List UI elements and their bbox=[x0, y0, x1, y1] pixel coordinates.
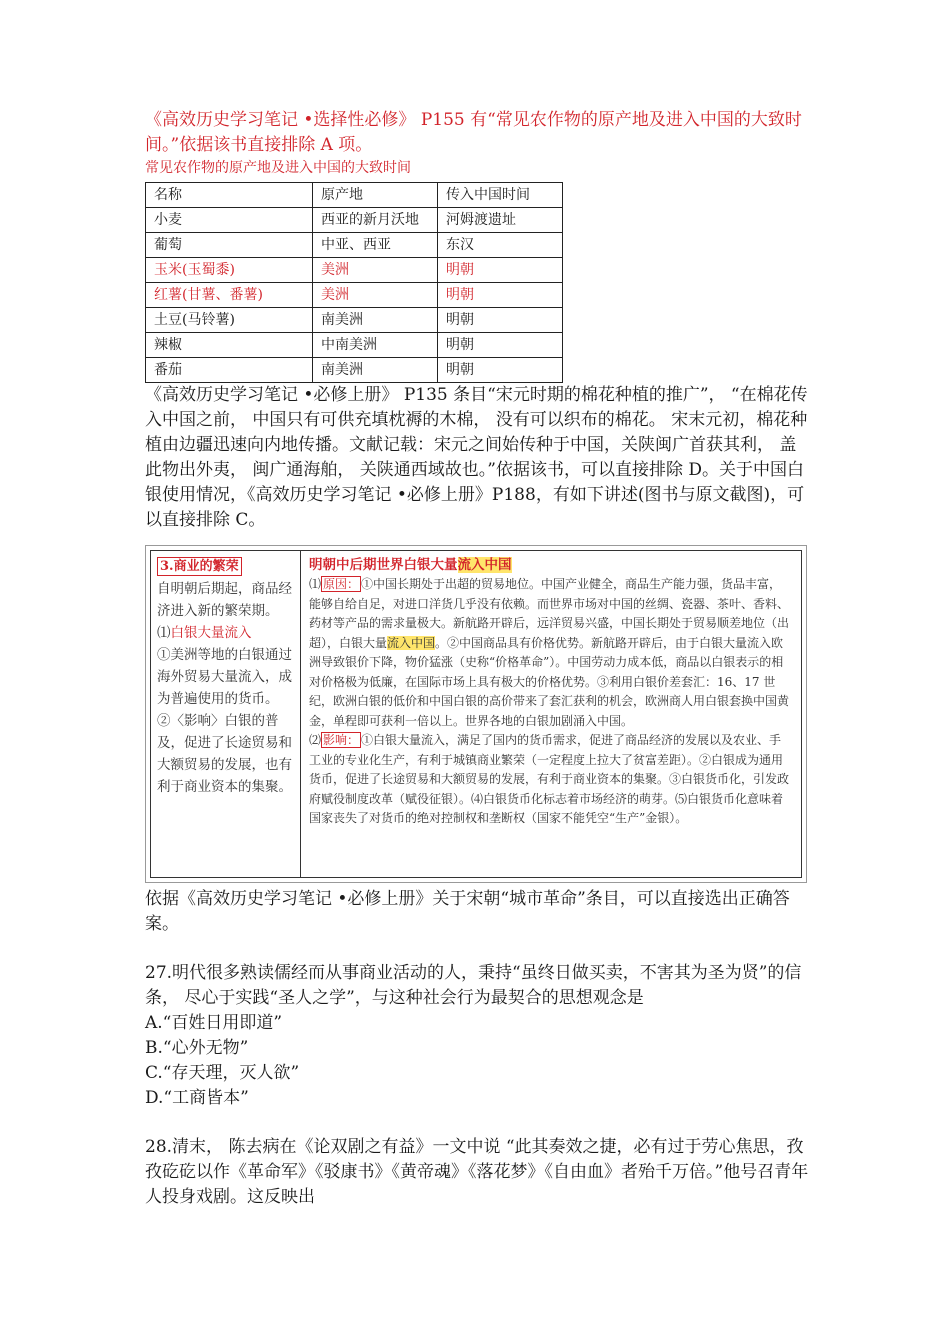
cotton-paragraph: 《高效历史学习笔记 •必修上册》 P135 条目“宋元时期的棉花种植的推广”， “在棉花传入中国之前， 中国只有可供充填枕褥的木棉， 没有可以织布的棉花。 宋末元初，棉花种植由边疆迅速向内地传播。文献记载：宋元之间始传种于中国，关陕闽广首获其利， 盖此物出外夷， 闽广通海舶， 关陕通西域故也。”依据该书，可以直接排除 D。关于中国白银使用情况，《高效历史学习笔记 •必修上册》P188，有如下讲述(图书与原文截图)，可以直接排除 C。 bbox=[145, 385, 808, 530]
textbook-screenshot-figure bbox=[145, 545, 807, 883]
cell-name: 玉米(玉蜀黍) bbox=[146, 258, 313, 283]
left-text-4 bbox=[157, 710, 294, 798]
causes-label: 原因： bbox=[323, 577, 360, 591]
question-27-option-a: A.“百姓日用即道” bbox=[145, 1013, 283, 1033]
table-row bbox=[146, 233, 563, 258]
left-text-1: 自明朝后期起，商品经济进入新的繁荣期。 bbox=[157, 581, 292, 619]
table-caption: 常见农作物的原产地及进入中国的大致时间 bbox=[145, 160, 411, 176]
header-time: 传入中国时间 bbox=[438, 183, 563, 208]
figure-right-column bbox=[301, 551, 801, 877]
cell-time: 明朝 bbox=[438, 258, 563, 283]
cell-name: 辣椒 bbox=[146, 333, 313, 358]
cell-origin: 南美洲 bbox=[313, 308, 438, 333]
causes-highlight: 流入中国 bbox=[387, 635, 436, 650]
table-row bbox=[146, 333, 563, 358]
right-heading-text: 明朝中后期世界白银大量 bbox=[309, 557, 458, 573]
cell-origin: 美洲 bbox=[313, 283, 438, 308]
left-num: ② bbox=[157, 713, 171, 729]
effects-text: ①白银大量流入，满足了国内的货币需求，促进了商品经济的发展以及农业、手工业的专业化生产，有利于城镇商业繁荣（一定程度上拉大了贫富差距）。②白银成为通用货币，促进了长途贸易和大额贸易的发展，有利于商业资本的集聚。③白银货币化，引发政府赋役制度改革（赋役征银）。⑷白银货币化标志着市场经济的萌芽。⑸白银货币化意味着国家丧失了对货币的绝对控制权和垄断权（国家不能凭空“生产”金银）。 bbox=[309, 733, 790, 825]
left-text-2 bbox=[157, 622, 294, 644]
right-num: ⑵ bbox=[309, 733, 322, 747]
cell-origin: 中亚、西亚 bbox=[313, 233, 438, 258]
right-num: ⑴ bbox=[309, 577, 322, 591]
question-28-stem: 28.清末， 陈去病在《论双剧之有益》一文中说 “此其奏效之捷，必有过于劳心焦思，孜孜矻矻以作《革命军》《驳康书》《黄帝魂》《落花梦》《自由血》者殆千万倍。”他号召青年人投身戏剧。这反映出 bbox=[145, 1137, 809, 1207]
question-27-stem: 27.明代很多熟读儒经而从事商业活动的人，秉持“虽终日做买卖，不害其为圣为贤”的信条， 尽心于实践“圣人之学”，与这种社会行为最契合的思想观念是 bbox=[145, 963, 802, 1008]
left-num: ⑴ bbox=[157, 625, 171, 641]
table-row-highlighted bbox=[146, 283, 563, 308]
cell-time: 明朝 bbox=[438, 308, 563, 333]
left-column-heading: 3.商业的繁荣 bbox=[157, 557, 242, 576]
left-red-label: 白银大量流入 bbox=[170, 625, 252, 641]
cell-name: 小麦 bbox=[146, 208, 313, 233]
right-column-heading bbox=[309, 555, 793, 575]
header-origin: 原产地 bbox=[313, 183, 438, 208]
cell-origin: 美洲 bbox=[313, 258, 438, 283]
cell-name: 土豆(马铃薯) bbox=[146, 308, 313, 333]
left-influence-label: 〈影响〉 bbox=[170, 713, 225, 729]
table-row bbox=[146, 308, 563, 333]
cell-time: 河姆渡遗址 bbox=[438, 208, 563, 233]
header-name: 名称 bbox=[146, 183, 313, 208]
effects-label: 影响： bbox=[323, 733, 360, 747]
table-row-highlighted bbox=[146, 258, 563, 283]
figure-frame bbox=[150, 550, 802, 878]
question-27-option-d: D.“工商皆本” bbox=[145, 1088, 249, 1108]
cell-time: 明朝 bbox=[438, 283, 563, 308]
table-row bbox=[146, 208, 563, 233]
left-text-3: ①美洲等地的白银通过海外贸易大量流入，成为普遍使用的货币。 bbox=[157, 647, 292, 707]
crop-origin-table bbox=[145, 182, 563, 383]
cell-origin: 中南美洲 bbox=[313, 333, 438, 358]
document-page bbox=[145, 108, 810, 1210]
figure-left-column bbox=[151, 551, 301, 877]
city-revolution-paragraph: 依据《高效历史学习笔记 •必修上册》关于宋朝“城市革命”条目，可以直接选出正确答案。 bbox=[145, 889, 790, 934]
cell-name: 番茄 bbox=[146, 358, 313, 383]
cell-origin: 南美洲 bbox=[313, 358, 438, 383]
right-heading-highlight: 流入中国 bbox=[457, 557, 512, 573]
cell-name: 葡萄 bbox=[146, 233, 313, 258]
causes-text: ①中国长期处于出超的贸易地位。中国产业健全，商品生产能力强，货品丰富，能够自给自足，对进口洋货几乎没有依赖。而世界市场对中国的丝绸、瓷器、茶叶、香料、药材等产品的需求量极大。新航路开辟后，远洋贸易兴盛，中国长期处于贸易顺差地位（出超），白银大量 bbox=[309, 577, 790, 650]
right-effects bbox=[309, 731, 793, 829]
cell-time: 明朝 bbox=[438, 358, 563, 383]
causes-text-cont: 。②中国商品具有价格优势。新航路开辟后，由于白银大量流入欧洲导致银价下降，物价猛涨（史称“价格革命”）。中国劳动力成本低，商品以白银表示的相对价格极为低廉，在国际市场上具有极大的价格优势。③利用白银价差套汇：16、17 世纪，欧洲白银的低价和中国白银的高价带来了套汇获利的机会，欧洲商人用白银套换中国黄金，单程即可获利一倍以上。世界各地的白银加剧涌入中国。 bbox=[309, 635, 790, 728]
cell-origin: 西亚的新月沃地 bbox=[313, 208, 438, 233]
left-influence-text: 白银的普及，促进了长途贸易和大额贸易的发展，也有利于商业资本的集聚。 bbox=[157, 713, 292, 795]
cell-name: 红薯(甘薯、番薯) bbox=[146, 283, 313, 308]
table-row bbox=[146, 358, 563, 383]
intro-paragraph: 《高效历史学习笔记 •选择性必修》 P155 有“常见农作物的原产地及进入中国的大致时间。”依据该书直接排除 A 项。 bbox=[145, 110, 802, 155]
cell-time: 东汉 bbox=[438, 233, 563, 258]
right-causes bbox=[309, 575, 793, 731]
question-27-option-c: C.“存天理，灭人欲” bbox=[145, 1063, 300, 1083]
question-27-option-b: B.“心外无物” bbox=[145, 1038, 249, 1058]
table-header-row bbox=[146, 183, 563, 208]
cell-time: 明朝 bbox=[438, 333, 563, 358]
